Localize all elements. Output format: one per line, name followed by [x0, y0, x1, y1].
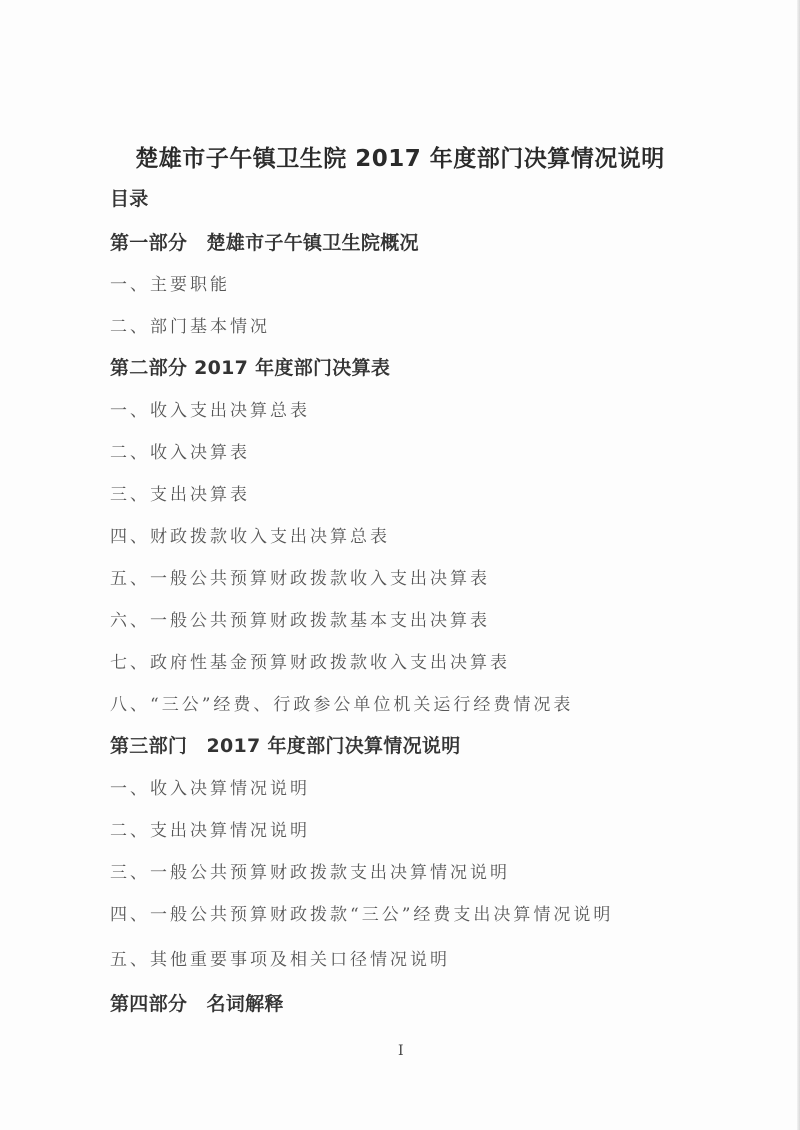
- part2-heading: 第二部分 2017 年度部门决算表: [110, 357, 391, 379]
- part2-item-2: 二、收入决算表: [110, 443, 250, 463]
- part4-heading: 第四部分 名词解释: [110, 993, 284, 1015]
- part3-heading: 第三部门 2017 年度部门决算情况说明: [110, 735, 461, 757]
- part3-item-5: 五、其他重要事项及相关口径情况说明: [110, 950, 450, 970]
- part2-item-4: 四、财政拨款收入支出决算总表: [110, 527, 390, 547]
- part3-item-1: 一、收入决算情况说明: [110, 779, 310, 799]
- part2-item-6: 六、一般公共预算财政拨款基本支出决算表: [110, 611, 490, 631]
- part1-heading: 第一部分 楚雄市子午镇卫生院概况: [110, 232, 419, 254]
- part2-item-8: 八、“三公”经费、行政参公单位机关运行经费情况表: [110, 695, 574, 715]
- part2-item-5: 五、一般公共预算财政拨款收入支出决算表: [110, 569, 490, 589]
- part1-item-1: 一、主要职能: [110, 275, 230, 295]
- page-number: I: [398, 1043, 404, 1059]
- part2-item-3: 三、支出决算表: [110, 485, 250, 505]
- part3-item-2: 二、支出决算情况说明: [110, 821, 310, 841]
- part3-item-3: 三、一般公共预算财政拨款支出决算情况说明: [110, 863, 510, 883]
- document-title: 楚雄市子午镇卫生院 2017 年度部门决算情况说明: [135, 146, 665, 172]
- toc-label: 目录: [110, 188, 149, 210]
- part2-item-1: 一、收入支出决算总表: [110, 401, 310, 421]
- part3-item-4: 四、一般公共预算财政拨款“三公”经费支出决算情况说明: [110, 905, 614, 925]
- part2-item-7: 七、政府性基金预算财政拨款收入支出决算表: [110, 653, 510, 673]
- part1-item-2: 二、部门基本情况: [110, 317, 270, 337]
